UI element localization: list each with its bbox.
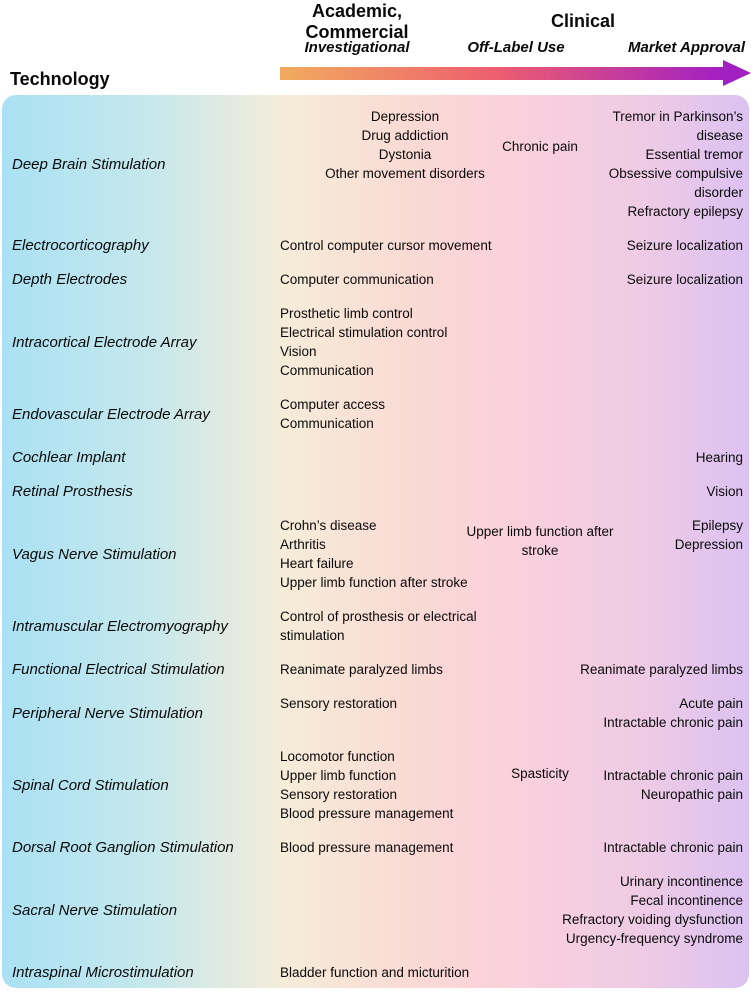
market-approval-entries: [743, 304, 749, 323]
investigational-entries: [280, 660, 530, 679]
investigational-entries: [280, 304, 530, 380]
market-approval-entry: Intractable chronic pain: [603, 840, 743, 855]
academic-line: Academic,: [311, 1, 403, 21]
clinical-label: Clinical: [550, 11, 616, 31]
investigational-entries: [280, 448, 530, 467]
investigational-entries: [280, 236, 530, 255]
market-approval-entry: Seizure localization: [626, 238, 743, 253]
market-approval-entry: Neuropathic pain: [640, 787, 743, 802]
investigational-entries: [280, 694, 530, 713]
investigational-entry: Drug addiction: [361, 128, 449, 143]
market-approval-entry: Obsessive compulsive disorder: [608, 166, 743, 200]
technology-label: Retinal Prosthesis: [12, 483, 133, 500]
market-approval-entry: Epilepsy: [691, 518, 743, 533]
figure-header: [0, 0, 751, 95]
investigational-entry: Control computer cursor movement: [280, 238, 492, 253]
investigational-entry: Crohn’s disease: [280, 518, 377, 533]
investigational-entry: Blood pressure management: [280, 840, 454, 855]
market-approval-entries: [627, 236, 749, 255]
market-approval-entries: [562, 872, 749, 948]
market-approval-entry: Refractory epilepsy: [627, 204, 743, 219]
market-approval-entry: Seizure localization: [626, 272, 743, 287]
market-approval-entry: Essential tremor: [645, 147, 743, 162]
off-label-entry: Spasticity: [511, 766, 569, 781]
investigational-entries: [280, 395, 530, 433]
market-approval-entries: [743, 963, 749, 982]
technology-label: Cochlear Implant: [12, 449, 126, 466]
technology-row: [2, 482, 749, 501]
market-approval-entries: [580, 660, 749, 679]
commercial-line: Commercial: [305, 22, 409, 42]
technology-row: [2, 872, 749, 948]
market-approval-entry: Refractory voiding dysfunction: [562, 912, 743, 927]
technology-label: Functional Electrical Stimulation: [12, 661, 225, 678]
off-label-entry: Upper limb function after stroke: [466, 524, 614, 558]
investigational-entries: [280, 482, 530, 501]
investigational-entry: Communication: [280, 363, 374, 378]
investigational-entry: Other movement disorders: [325, 166, 485, 181]
technology-row: [2, 270, 749, 289]
technology-column-header: Technology: [10, 69, 110, 89]
technology-label: Intraspinal Microstimulation: [12, 964, 194, 981]
market-approval-entries: [743, 607, 749, 626]
investigational-entries: [280, 607, 530, 645]
off-label-entry: Chronic pain: [502, 139, 578, 154]
investigational-entry: Bladder function and micturition: [280, 965, 470, 980]
investigational-entry: Electrical stimulation control: [280, 325, 448, 340]
investigational-entry: Reanimate paralyzed limbs: [280, 662, 443, 677]
technology-row: [2, 236, 749, 255]
investigational-entries: [280, 270, 530, 289]
market-approval-entry: Depression: [674, 537, 743, 552]
technology-row: [2, 516, 749, 592]
technology-label: Deep Brain Stimulation: [12, 155, 166, 173]
stage-gradient-arrow-body: [280, 67, 723, 80]
market-approval-entry: Tremor in Parkinson’s disease: [612, 109, 743, 143]
market-approval-entry: Intractable chronic pain: [603, 768, 743, 783]
technology-panel: [2, 95, 749, 988]
market-approval-entries: [603, 766, 749, 804]
market-approval-entries: [743, 395, 749, 414]
investigational-entries: [280, 872, 530, 891]
market-approval-entry: Reanimate paralyzed limbs: [580, 662, 743, 677]
market-approval-entries: [603, 838, 749, 857]
technology-row: [2, 838, 749, 857]
off-label-entries: [460, 137, 620, 156]
stage-investigational-label: Investigational: [304, 39, 410, 56]
technology-row: [2, 694, 749, 732]
technology-row: [2, 747, 749, 823]
investigational-entry: Upper limb function after stroke: [280, 575, 468, 590]
market-approval-entry: Acute pain: [679, 696, 743, 711]
market-approval-entry: Intractable chronic pain: [603, 715, 743, 730]
market-approval-entry: Urgency-frequency syndrome: [565, 931, 743, 946]
technology-row: [2, 963, 749, 982]
technology-label: Sacral Nerve Stimulation: [12, 901, 178, 919]
investigational-entry: Sensory restoration: [280, 696, 398, 711]
investigational-entry: Computer access: [280, 397, 386, 412]
technology-row: [2, 448, 749, 467]
technology-label: Peripheral Nerve Stimulation: [12, 704, 203, 722]
stage-off-label-use-label: Off-Label Use: [467, 39, 565, 56]
technology-row: [2, 304, 749, 380]
market-approval-entry: Hearing: [695, 450, 743, 465]
arrow-head-icon: [723, 60, 751, 86]
academic-commercial-label: [277, 1, 437, 43]
technology-row: [2, 660, 749, 679]
market-approval-entries: [627, 270, 749, 289]
investigational-entry: Blood pressure management: [280, 806, 454, 821]
investigational-entry: Depression: [370, 109, 440, 124]
investigational-entry: Dystonia: [378, 147, 432, 162]
investigational-entries: [280, 838, 530, 857]
investigational-entry: Sensory restoration: [280, 787, 398, 802]
technology-label: Spinal Cord Stimulation: [12, 776, 169, 794]
investigational-entries: [280, 963, 530, 982]
market-approval-entries: [706, 482, 749, 501]
investigational-entries: [280, 747, 530, 823]
technology-label: Electrocorticography: [12, 237, 149, 254]
technology-row: [2, 395, 749, 433]
technology-row: [2, 107, 749, 221]
market-approval-entry: Urinary incontinence: [619, 874, 743, 889]
investigational-entry: Prosthetic limb control: [280, 306, 413, 321]
stage-market-approval-label: Market Approval: [628, 39, 745, 56]
investigational-entry: Arthritis: [280, 537, 326, 552]
investigational-entry: Communication: [280, 416, 374, 431]
investigational-entry: Upper limb function: [280, 768, 397, 783]
investigational-entry: Locomotor function: [280, 749, 395, 764]
investigational-entry: Vision: [280, 344, 317, 359]
off-label-entries: [460, 764, 620, 783]
technology-label: Intracortical Electrode Array: [12, 333, 197, 351]
technology-label: Depth Electrodes: [12, 271, 128, 288]
technology-row: [2, 607, 749, 645]
technology-label: Dorsal Root Ganglion Stimulation: [12, 839, 234, 856]
market-approval-entries: [675, 516, 749, 554]
investigational-entry: Control of prosthesis or electrical stimulation: [280, 609, 477, 643]
market-approval-entries: [603, 694, 749, 732]
market-approval-entry: Vision: [706, 484, 743, 499]
market-approval-entries: [696, 448, 749, 467]
technology-label: Vagus Nerve Stimulation: [12, 545, 177, 563]
technology-label: Endovascular Electrode Array: [12, 405, 210, 423]
off-label-entries: [460, 522, 620, 560]
investigational-entry: Computer communication: [280, 272, 434, 287]
market-approval-entry: Fecal incontinence: [630, 893, 743, 908]
market-approval-entries: [578, 107, 749, 221]
technology-label: Intramuscular Electromyography: [12, 617, 228, 635]
investigational-entry: Heart failure: [280, 556, 354, 571]
